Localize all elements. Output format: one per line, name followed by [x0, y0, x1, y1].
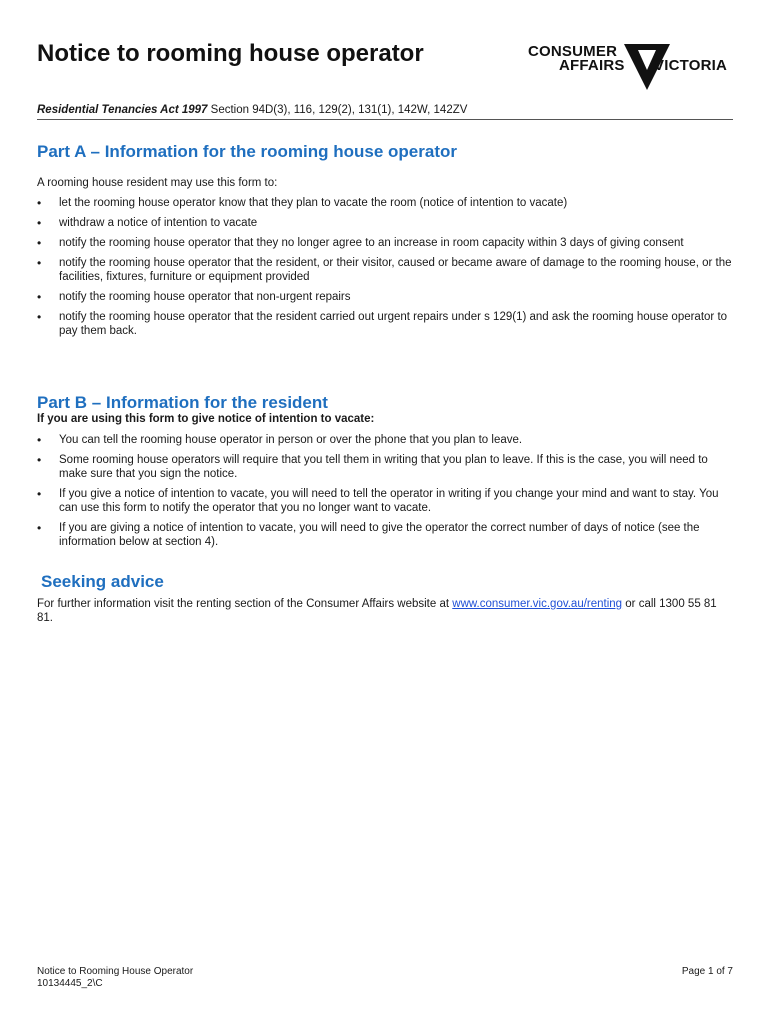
list-item: • withdraw a notice of intention to vacate — [37, 216, 733, 230]
footer-doc-title: Notice to Rooming House Operator — [37, 966, 194, 977]
part-b-list — [37, 433, 733, 555]
consumer-affairs-victoria-logo — [526, 40, 726, 96]
renting-website-link[interactable]: www.consumer.vic.gov.au/renting — [452, 598, 623, 610]
list-item: • notify the rooming house operator that the resident, or their visitor, caused or became aware of damage to the rooming house, or the facilities, fixtures, furniture or equipment provided — [37, 256, 733, 284]
list-item: • let the rooming house operator know that they plan to vacate the room (notice of intention to vacate) — [37, 196, 733, 210]
footer-doc-info — [37, 966, 193, 990]
advice-text-after: or call 1300 55 81 81. — [37, 598, 717, 624]
list-item: • notify the rooming house operator that non-urgent repairs — [37, 290, 733, 304]
act-name: Residential Tenancies Act 1997 — [37, 104, 208, 116]
part-a-heading: Part A – Information for the rooming house operator — [37, 142, 457, 161]
part-a-list — [37, 196, 733, 344]
header-divider — [37, 119, 733, 120]
part-b-heading: Part B – Information for the resident — [37, 393, 328, 412]
part-b-lead: If you are using this form to give notice of intention to vacate: — [37, 413, 375, 425]
advice-text-before: For further information visit the renting section of the Consumer Affairs website at — [37, 598, 453, 610]
logo-text-victoria: VICTORIA — [654, 57, 727, 74]
act-reference — [37, 104, 467, 116]
logo-text-consumer: CONSUMER — [528, 43, 618, 60]
list-item: • Some rooming house operators will require that you tell them in writing that you plan to leave. If this is the case, you will need to make sure that you sign the notice. — [37, 453, 733, 481]
list-item: • If you give a notice of intention to vacate, you will need to tell the operator in writing if you change your mind and want to stay. You can use this form to notify the operator that you no longer want to vacate. — [37, 487, 733, 515]
seeking-advice-text — [37, 597, 733, 625]
seeking-advice-heading: Seeking advice — [41, 572, 164, 591]
list-item: • notify the rooming house operator that the resident carried out urgent repairs under s 129(1) and ask the rooming house operator to pay them back. — [37, 310, 733, 338]
page-number: Page 1 of 7 — [681, 966, 733, 977]
footer-doc-id: 10134445_2\C — [37, 978, 103, 989]
list-item: • If you are giving a notice of intention to vacate, you will need to give the operator the correct number of days of notice (see the information below at section 4). — [37, 521, 733, 549]
part-a-intro: A rooming house resident may use this form to: — [37, 177, 278, 189]
logo-text-affairs: AFFAIRS — [559, 57, 625, 74]
list-item: • You can tell the rooming house operator in person or over the phone that you plan to leave. — [37, 433, 733, 447]
act-sections: Section 94D(3), 116, 129(2), 131(1), 142W, 142ZV — [207, 104, 468, 116]
page-title: Notice to rooming house operator — [37, 40, 424, 67]
list-item: • notify the rooming house operator that they no longer agree to an increase in room capacity within 3 days of giving consent — [37, 236, 733, 250]
